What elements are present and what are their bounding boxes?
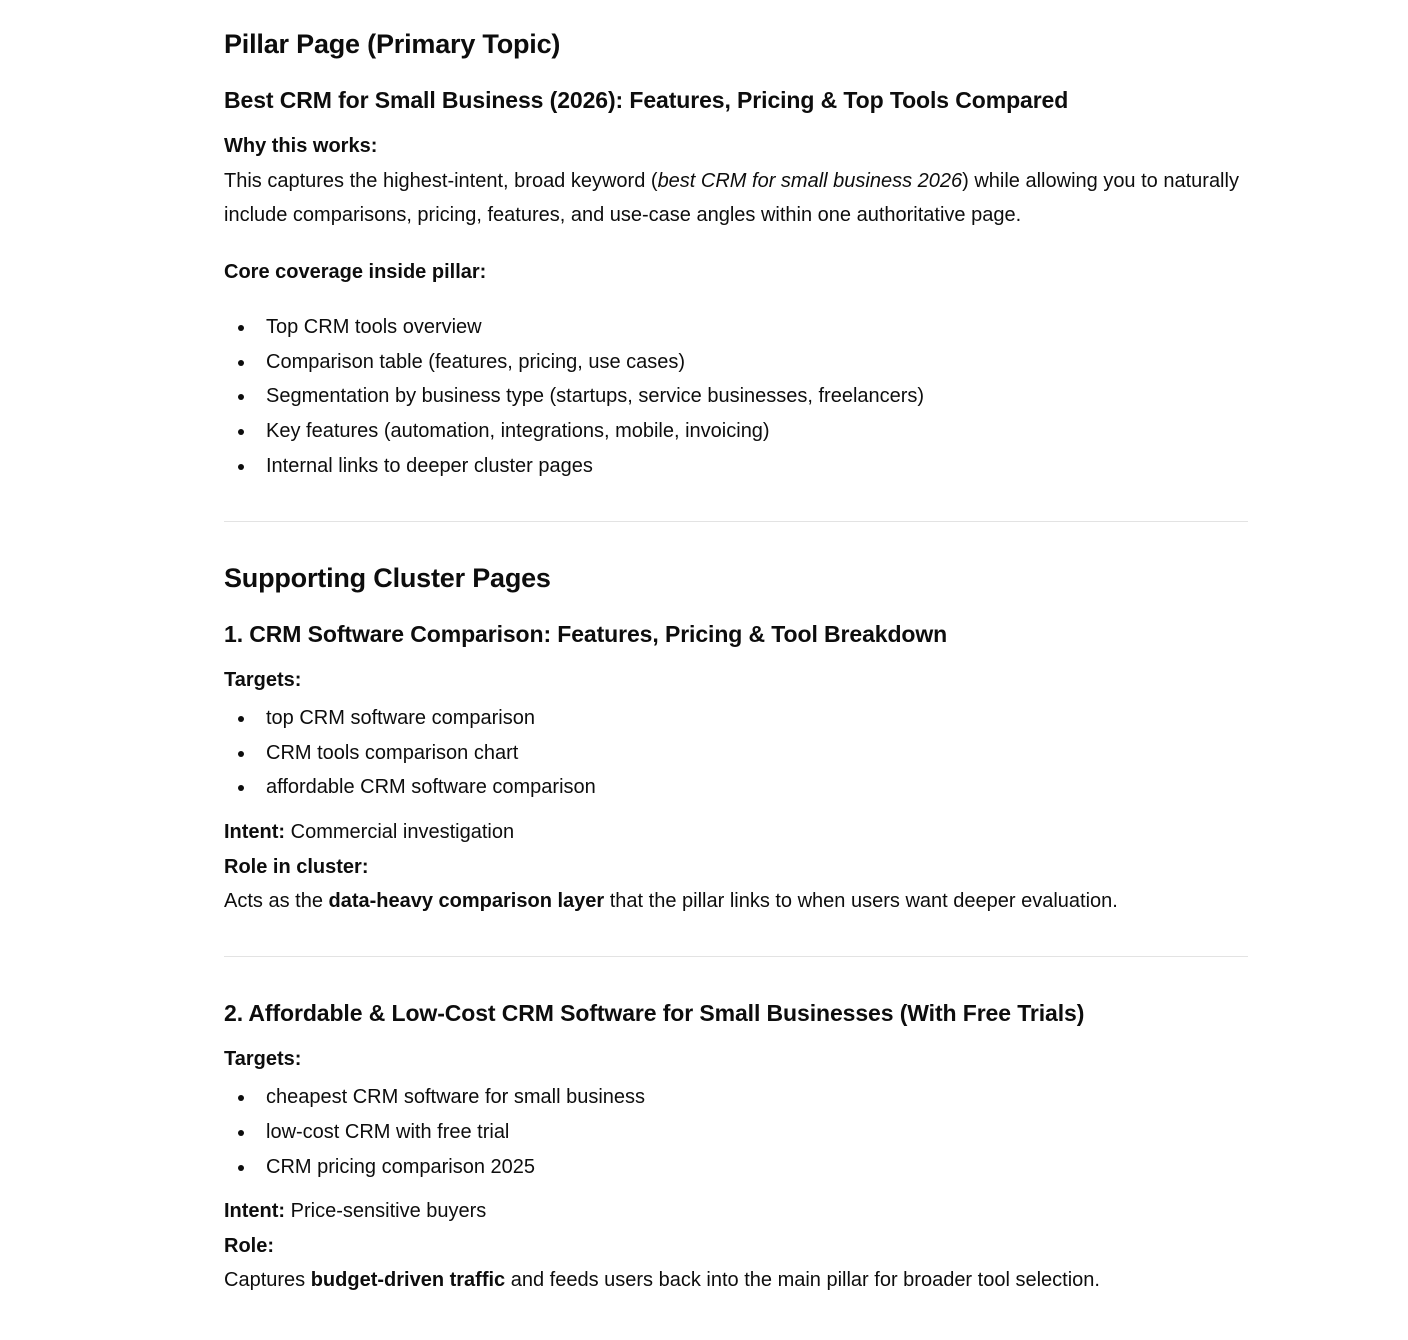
role-label xyxy=(224,1229,1248,1264)
role-text-before: Acts as the xyxy=(224,890,329,913)
list-item: Top CRM tools overview xyxy=(224,310,1248,345)
role-text-before: Captures xyxy=(224,1269,311,1292)
intent-line xyxy=(224,1194,1248,1229)
intent-label: Intent: xyxy=(224,1200,286,1223)
list-item: low-cost CRM with free trial xyxy=(224,1115,1248,1150)
intent-value: Price-sensitive buyers xyxy=(285,1200,487,1223)
list-item: top CRM software comparison xyxy=(224,701,1248,736)
role-paragraph xyxy=(224,1263,1248,1298)
list-item: Internal links to deeper cluster pages xyxy=(224,449,1248,484)
pillar-title: Best CRM for Small Business (2026): Features, Pricing & Top Tools Compared xyxy=(224,87,1069,113)
why-paragraph xyxy=(224,164,1248,233)
pillar-section-heading: Pillar Page (Primary Topic) xyxy=(224,29,561,59)
role-label-text: Role in cluster: xyxy=(224,855,369,878)
list-item: cheapest CRM software for small business xyxy=(224,1080,1248,1115)
role-label xyxy=(224,850,1248,885)
section-divider xyxy=(224,956,1248,957)
list-item: CRM tools comparison chart xyxy=(224,736,1248,771)
why-text-before: This captures the highest-intent, broad keyword ( xyxy=(224,169,658,192)
why-label xyxy=(224,129,1248,164)
coverage-label xyxy=(224,255,1248,290)
cluster-section-heading: Supporting Cluster Pages xyxy=(224,562,551,593)
targets-list xyxy=(224,701,1248,805)
targets-label-text: Targets: xyxy=(224,1047,302,1070)
role-text-after: and feeds users back into the main pillar for broader tool selection. xyxy=(505,1269,1100,1292)
targets-label-text: Targets: xyxy=(224,668,302,691)
coverage-list xyxy=(224,310,1248,484)
targets-list xyxy=(224,1080,1248,1184)
document-body xyxy=(224,0,1248,1298)
why-keyword: best CRM for small business 2026 xyxy=(657,169,963,192)
list-item: affordable CRM software comparison xyxy=(224,770,1248,805)
cluster-page-1-title: 1. CRM Software Comparison: Features, Pricing & Tool Breakdown xyxy=(224,620,948,647)
role-label-text: Role: xyxy=(224,1234,274,1257)
cluster-page-2-title: 2. Affordable & Low-Cost CRM Software for Small Businesses (With Free Trials) xyxy=(224,999,1085,1026)
list-item: Comparison table (features, pricing, use cases) xyxy=(224,345,1248,380)
role-text-after: that the pillar links to when users want deeper evaluation. xyxy=(604,890,1118,913)
role-paragraph xyxy=(224,884,1248,919)
targets-label xyxy=(224,1042,1248,1077)
intent-label: Intent: xyxy=(224,821,286,844)
role-text-bold: data-heavy comparison layer xyxy=(328,890,605,913)
intent-line xyxy=(224,815,1248,850)
section-divider xyxy=(224,521,1248,522)
targets-label xyxy=(224,663,1248,698)
intent-value: Commercial investigation xyxy=(285,821,515,844)
why-label-text: Why this works: xyxy=(224,135,378,157)
why-text-after: ) while allowing you to naturally include comparisons, pricing, features, and use-case angles within one authoritative page. xyxy=(224,169,1239,226)
role-text-bold: budget-driven traffic xyxy=(310,1269,506,1292)
list-item: Key features (automation, integrations, mobile, invoicing) xyxy=(224,414,1248,449)
list-item: CRM pricing comparison 2025 xyxy=(224,1150,1248,1185)
list-item: Segmentation by business type (startups, service businesses, freelancers) xyxy=(224,379,1248,414)
coverage-label-text: Core coverage inside pillar: xyxy=(224,260,487,283)
